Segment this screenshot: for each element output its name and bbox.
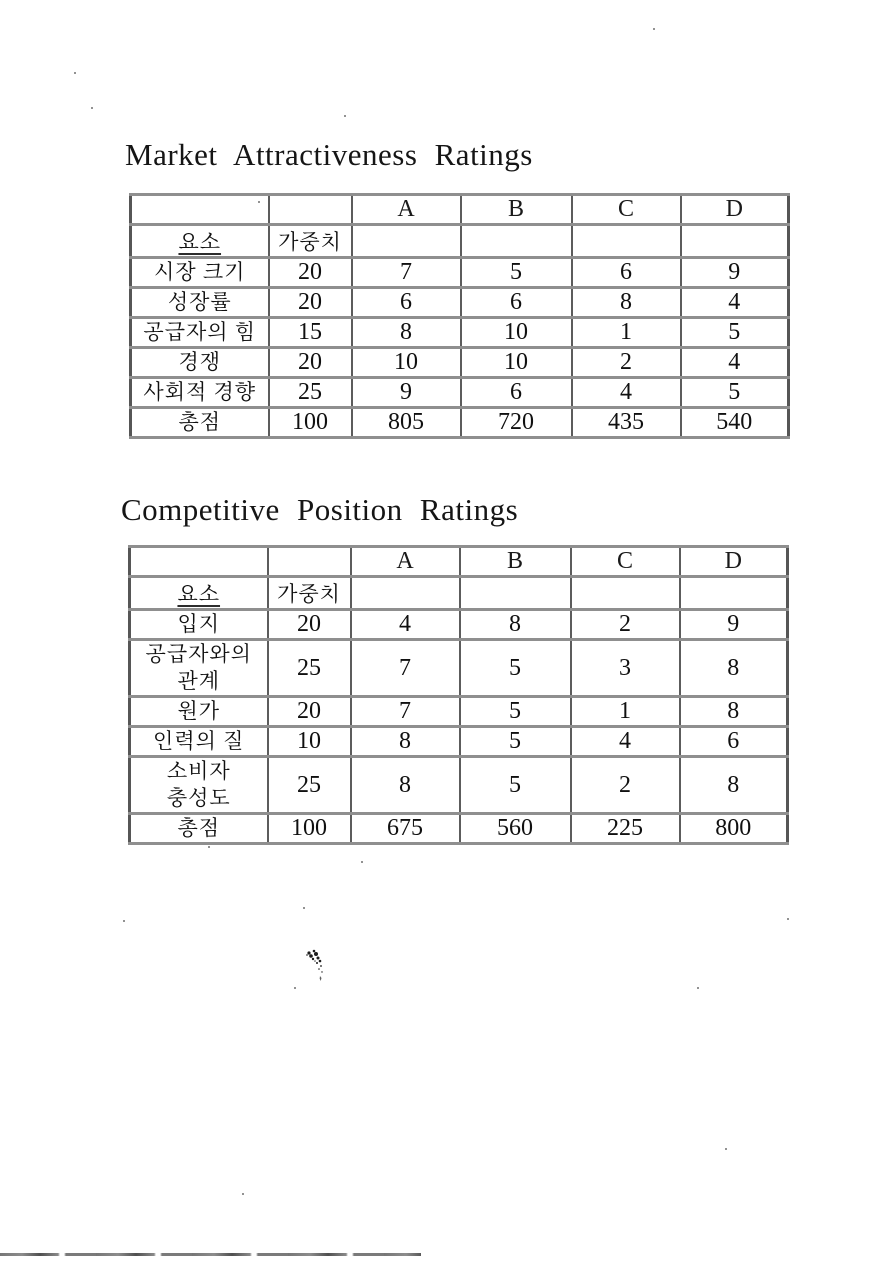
row-label-line: 소비자: [166, 759, 231, 783]
rating-value-cell: 5: [460, 757, 571, 814]
row-label-line: 공급자와의: [145, 642, 252, 666]
rating-value-cell: 6: [352, 288, 461, 318]
rating-value-cell: 9: [681, 258, 789, 288]
column-header-c: C: [572, 195, 681, 225]
scan-speck: [258, 201, 260, 203]
row-label-line: 인력의 질: [153, 729, 245, 753]
rating-value-cell: 1: [571, 697, 680, 727]
column-header-a: A: [352, 195, 461, 225]
column-header-row: [130, 547, 788, 577]
page-edge-scan-line: [0, 1253, 421, 1256]
row-label-line: 총점: [177, 816, 221, 840]
table-row: [131, 348, 789, 378]
rating-value-cell: 8: [572, 288, 681, 318]
weight-value-cell: 25: [269, 378, 352, 408]
row-label-line: 사회적 경향: [143, 380, 257, 404]
rating-value-cell: 720: [461, 408, 572, 438]
scan-speck: [74, 72, 76, 74]
weight-value-cell: 10: [268, 727, 351, 757]
empty-header-cell: [130, 547, 268, 577]
rating-value-cell: 7: [351, 697, 460, 727]
weight-value-cell: 20: [269, 348, 352, 378]
rating-value-cell: 9: [352, 378, 461, 408]
table-row: [131, 258, 789, 288]
rating-value-cell: 10: [461, 348, 572, 378]
row-label-line: 시장 크기: [154, 260, 246, 284]
rating-value-cell: 2: [572, 348, 681, 378]
rating-value-cell: 435: [572, 408, 681, 438]
row-label-cell: [130, 757, 268, 814]
column-header-d: D: [680, 547, 788, 577]
rating-value-cell: 8: [680, 757, 788, 814]
rating-value-cell: 2: [571, 610, 680, 640]
factor-header-cell: 요소: [130, 577, 268, 610]
rating-value-cell: 675: [351, 814, 460, 844]
rating-value-cell: 5: [460, 727, 571, 757]
rating-value-cell: 6: [461, 288, 572, 318]
empty-cell: [571, 577, 680, 610]
column-header-row: [131, 195, 789, 225]
column-header-c: C: [571, 547, 680, 577]
row-label-cell: [130, 610, 268, 640]
scan-speck: [303, 907, 305, 909]
row-label-line: 관계: [177, 669, 221, 693]
rating-value-cell: 5: [460, 697, 571, 727]
market-attractiveness-table: [129, 193, 790, 439]
factor-header-cell: 요소: [131, 225, 269, 258]
row-label-line: 공급자의 힘: [143, 320, 257, 344]
scan-speck: [91, 107, 93, 109]
rating-value-cell: 10: [461, 318, 572, 348]
row-label-line: 원가: [177, 699, 221, 723]
weight-header-cell: 가중치: [269, 225, 352, 258]
weight-value-cell: 20: [268, 697, 351, 727]
scan-speck: [653, 28, 655, 30]
row-label-line: 충성도: [166, 786, 231, 810]
table-row: [131, 288, 789, 318]
rating-value-cell: 5: [681, 378, 789, 408]
rating-value-cell: 6: [680, 727, 788, 757]
rating-value-cell: 225: [571, 814, 680, 844]
rating-value-cell: 9: [680, 610, 788, 640]
rating-value-cell: 8: [351, 727, 460, 757]
rating-value-cell: 5: [460, 640, 571, 697]
rating-value-cell: 5: [461, 258, 572, 288]
table-row: [130, 814, 788, 844]
rating-value-cell: 4: [681, 348, 789, 378]
row-label-cell: [131, 378, 269, 408]
empty-cell: [460, 577, 571, 610]
empty-cell: [681, 225, 789, 258]
table-row: [130, 757, 788, 814]
weight-value-cell: 100: [268, 814, 351, 844]
table-row: [131, 378, 789, 408]
empty-cell: [680, 577, 788, 610]
rating-value-cell: 10: [352, 348, 461, 378]
empty-header-cell: [268, 547, 351, 577]
subheader-row: [130, 577, 788, 610]
column-header-b: B: [461, 195, 572, 225]
row-label-line: 경쟁: [178, 350, 222, 374]
column-header-d: D: [681, 195, 789, 225]
scan-speck: [787, 918, 789, 920]
empty-header-cell: [269, 195, 352, 225]
row-label-cell: [131, 318, 269, 348]
market-attractiveness-title: Market Attractiveness Ratings: [125, 137, 533, 172]
row-label-cell: [130, 814, 268, 844]
scan-speck: [344, 115, 346, 117]
table-row: [130, 727, 788, 757]
table-row: [130, 640, 788, 697]
weight-value-cell: 20: [269, 258, 352, 288]
rating-value-cell: 7: [352, 258, 461, 288]
rating-value-cell: 4: [681, 288, 789, 318]
weight-header-cell: 가중치: [268, 577, 351, 610]
row-label-cell: [131, 408, 269, 438]
weight-value-cell: 20: [269, 288, 352, 318]
scan-speck: [242, 1193, 244, 1195]
rating-value-cell: 4: [572, 378, 681, 408]
row-label-cell: [130, 727, 268, 757]
scan-speck: [361, 861, 363, 863]
rating-value-cell: 6: [461, 378, 572, 408]
column-header-b: B: [460, 547, 571, 577]
rating-value-cell: 2: [571, 757, 680, 814]
table-row: [130, 610, 788, 640]
weight-value-cell: 100: [269, 408, 352, 438]
column-header-a: A: [351, 547, 460, 577]
rating-value-cell: 4: [351, 610, 460, 640]
competitive-position-table: [128, 545, 789, 845]
table-row: [130, 697, 788, 727]
row-label-line: 입지: [177, 612, 221, 636]
rating-value-cell: 7: [351, 640, 460, 697]
table-row: [131, 318, 789, 348]
scan-speck: [294, 987, 296, 989]
rating-value-cell: 540: [681, 408, 789, 438]
rating-value-cell: 1: [572, 318, 681, 348]
rating-value-cell: 4: [571, 727, 680, 757]
rating-value-cell: 6: [572, 258, 681, 288]
row-label-cell: [131, 258, 269, 288]
table-row: [131, 408, 789, 438]
competitive-position-title: Competitive Position Ratings: [121, 492, 519, 527]
rating-value-cell: 5: [681, 318, 789, 348]
rating-value-cell: 560: [460, 814, 571, 844]
empty-cell: [461, 225, 572, 258]
weight-value-cell: 20: [268, 610, 351, 640]
subheader-row: [131, 225, 789, 258]
ink-smudge-artifact: [302, 947, 334, 987]
row-label-line: 총점: [178, 410, 222, 434]
empty-cell: [572, 225, 681, 258]
scan-speck: [208, 846, 210, 848]
rating-value-cell: 805: [352, 408, 461, 438]
row-label-cell: [130, 640, 268, 697]
scan-speck: [123, 920, 125, 922]
empty-cell: [351, 577, 460, 610]
rating-value-cell: 8: [460, 610, 571, 640]
row-label-cell: [131, 288, 269, 318]
scan-speck: [725, 1148, 727, 1150]
empty-cell: [352, 225, 461, 258]
weight-value-cell: 25: [268, 757, 351, 814]
row-label-cell: [131, 348, 269, 378]
rating-value-cell: 800: [680, 814, 788, 844]
row-label-cell: [130, 697, 268, 727]
rating-value-cell: 8: [352, 318, 461, 348]
empty-header-cell: [131, 195, 269, 225]
weight-value-cell: 15: [269, 318, 352, 348]
rating-value-cell: 8: [351, 757, 460, 814]
rating-value-cell: 3: [571, 640, 680, 697]
weight-value-cell: 25: [268, 640, 351, 697]
rating-value-cell: 8: [680, 640, 788, 697]
scan-speck: [697, 987, 699, 989]
rating-value-cell: 8: [680, 697, 788, 727]
row-label-line: 성장률: [167, 290, 232, 314]
